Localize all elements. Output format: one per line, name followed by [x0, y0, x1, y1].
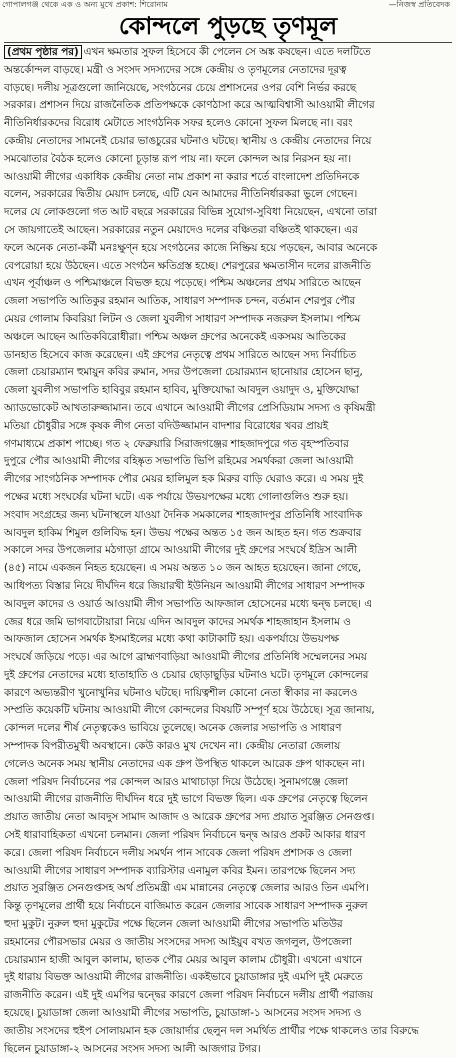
article-line: ডানহাত হিসেবে কাজ করেছেন। এই গ্রুপের নেতৃত্বে প্রথম সারিতে আছেন সদ্য নির্বাচিত [4, 348, 356, 361]
article-line: অন্তর্কোন্দল বাড়ছে। মন্ত্রী ও সংসদ সদস্যদের সঙ্গে কেন্দ্রীয় ও তৃণমূলের নেতাদের দূরত্ব [4, 63, 347, 76]
article-line: আওয়ামী লীগের রাজনীতি দীর্ঘদিন ধরে দুই ভাগে বিভক্ত ছিল। এক গ্রুপের নেতৃত্বে ছিলেন [4, 793, 368, 806]
article-line: দুপুরে পৌর আওয়ামী লীগের বহিষ্কৃত সভাপতি ভিপি রহিমের সমর্থকরা জেলা আওয়ামী [4, 455, 354, 468]
article-line: এখন পূর্বাঞ্চল ও পশ্চিমাঞ্চলে বিভক্ত হয়ে পড়েছে। পশ্চিম অঞ্চলের প্রথম সারিতে আছেন [4, 277, 361, 290]
article-line: সেই ধারাবাহিকতা এখনো চলমান। জেলা পরিষদ নির্বাচনে দ্বন্দ্ব আরও প্রকট আকার ধারণ [4, 829, 366, 842]
article-line: সংবাদ সংগ্রহের জন্য ঘটনাস্থলে যাওয়া দৈনিক সমকালের শাহজাদপুর প্রতিনিধি সাংবাদিক [4, 508, 363, 521]
article-line: সকালে সদর উপজেলার মঠগাড়া গ্রামে আওয়ামী লীগের দুই গ্রুপের সংঘর্ষে ইদ্রিস আলী [4, 544, 357, 557]
article-line: হুদা মুকুট। নুরুল হুদা মুকুটের পক্ষে ছিলেন জেলা আওয়ামী লীগের সভাপতি মতিউর [4, 918, 343, 931]
article-line: প্রয়াত জাতীয় নেতা আবদুস সামাদ আজাদ ও আরেক গ্রুপের সদ্য প্রয়াত সুরঞ্জিত সেনগুপ্ত। [4, 811, 375, 824]
article-body [4, 44, 452, 1055]
article-line: আবদুল কাদের ও ওয়ার্ড আওয়ামী লীগ সভাপতি আফজাল হোসেনের মধ্যে দ্বন্দ্ব চলছে। এ [4, 597, 373, 610]
article-line: আবদুল হাকিম শিমুল গুলিবিদ্ধ হন। উভয় পক্ষের অন্তত ১৫ জন আহত হন। গত শুক্রবার [4, 526, 362, 539]
article-line: জেলা চেয়ারম্যান হুমায়ুন কবির রুমান, সদর উপজেলা চেয়ারম্যান ছানোয়ার হোসেন ছানু, [4, 366, 363, 379]
headline-divider [4, 42, 452, 43]
article-line: দুই ধারায় বিভক্ত আওয়ামী লীগের রাজনীতি। একইভাবে চুয়াডাঙ্গার দুই এমপি দুই মেরুতে [4, 971, 363, 984]
article-line: বেপরোয়া হয়ে উঠছেন। এতে সংগঠন ক্ষতিগ্রস্ত হচ্ছে। শেরপুরের ক্ষমতাসীন দলের রাজনীতি [4, 259, 371, 272]
article-line: জের ধরে জমি ভাগবাটোয়ারা নিয়ে এদিন আবদুল কাদের সমর্থক শাহজাহান ইসলাম ও [4, 615, 351, 628]
article-line: রাজনীতি করেন। এই দুই এমপির দ্বন্দ্বের কারণে জেলা পরিষদ নির্বাচনে দলীয় প্রার্থী পরাজয় [4, 989, 373, 1002]
article-line: (৪৫) নামে একজন নিহত হয়েছেন। এ সময় অন্তত ১০ জন আহত হয়েছেন। জানা গেছে, [4, 562, 362, 575]
top-strip [0, 0, 456, 10]
continued-label: (প্রথম পৃষ্ঠার পর) [4, 45, 82, 59]
article-line: রহমানের পৌরসভার মেয়র ও জাতীয় সংসদের সদস্য আইয়ুব বখত জগলুল, উপজেলা [4, 935, 352, 948]
article-line: প্রয়াত সুরঞ্জিত সেনগুপ্তসহ অর্থ প্রতিমন্ত্রী এম মান্নানের নেতৃত্বে জেলার আরও তিন এমপি। [4, 882, 369, 895]
article-line: চেয়ারম্যান হাজী আবুল কালাম, ছাতক পৌর মেয়র আবুল কালাম চৌধুরী। এখনো এখানে [4, 953, 363, 966]
article-line: কোন্দল দলের শীর্ষ নেতৃত্বকেও ভাবিয়ে তুলেছে। অনেক জেলার সভাপতি ও সাধারণ [4, 722, 342, 735]
article-first-line [4, 44, 452, 62]
article-line: আওয়ামী লীগের সাধারণ সম্পাদক ব্যারিস্টার এনামুল কবির ইমন। তারপক্ষে ছিলেন সদ্য [4, 864, 356, 877]
article-line: আওয়ামী লীগের একাধিক কেন্দ্রীয় নেতা নাম প্রকাশ না করার শর্তে বাংলাদেশ প্রতিদিনকে [4, 170, 360, 183]
top-strip-left-text: গোপালগঞ্জ থেকে এক ও অন্য মুখে প্রকাশ: শিরোনাম [2, 0, 168, 9]
article-line: পক্ষের মধ্যে সংঘর্ষের ঘটনা ঘটে। এক পর্যায়ে উভয়পক্ষের মধ্যে গোলাগুলিও শুরু হয়। [4, 490, 349, 503]
article-line: আধিপত্য বিস্তার নিয়ে দীর্ঘদিন ধরে জিয়ারখী ইউনিয়ন আওয়ামী লীগের সাধারণ সম্পাদক [4, 579, 365, 592]
article-line: মতিয়া চৌধুরীর সঙ্গে কৃষক লীগ নেতা বদিউজ্জামান বাদশার বিরোধের খবর প্রায়ই [4, 419, 329, 432]
headline: কোন্দলে পুড়ছে তৃণমূল [118, 12, 338, 40]
article-line: কেন্দ্রীয় নেতাদের সামনেই চেয়ার ভাঙচুরের ঘটনাও ঘটছে। স্থানীয় ও কেন্দ্রীয় নেতাদের নিয়ে [4, 134, 372, 147]
article-line: সংঘর্ষে জড়িয়ে পড়ে। এর আগে ব্রাহ্মণবাড়িয়া আওয়ামী লীগের প্রতিনিধি সম্মেলনের সময় [4, 651, 367, 664]
article-line: এখন ক্ষমতার সুফল হিসেবে কী পেলেন সে অঙ্ক কষছেন। এতে দলটিতে [83, 46, 371, 58]
article-line: ছিলেন চুয়াডাঙ্গা-২ আসনের সংসদ সদস্য আলী আজগার টগর। [4, 1042, 261, 1055]
article-line: জেলা সভাপতি আতিকুর রহমান আতিক, সাধারণ সম্পাদক চন্দন, বর্তমান শেরপুর পৌর [4, 295, 356, 308]
article-line: দলের যে লোকগুলো গত আট বছরে সরকারের বিভিন্ন সুযোগ-সুবিধা নিয়েছেন, এখনো তারা [4, 206, 378, 219]
article-line: বাড়ছে। দলীয় সূত্রগুলো জানিয়েছে, সংগঠনের চেয়ে প্রশাসনের ওপর বেশি নির্ভর করছে [4, 81, 357, 94]
article-line: ফলে অনেক নেতা-কর্মী মনঃক্ষুণ্ন হয়ে সংগঠনের কাজে নিষ্ক্রিয় হয়ে পড়ছেন, আবার অনেকে [4, 241, 378, 254]
article-line: সম্প্রতি কয়েকটি ঘটনায় আওয়ামী লীগে কোন্দলের বিষয়টি সম্পূর্ণ হয়ে উঠেছে। সূত্র জানায়, [4, 704, 375, 717]
article-line: সে জায়গাতেই আছেন। সরকারের নতুন মেয়াদেও দলের বঞ্চিতরা বঞ্চিতই থাকছেন। এর [4, 223, 358, 236]
article-line: সম্পাদক বিপরীতমুখী অবস্থানে। কেউ কারও মুখ দেখেন না। কেন্দ্রীয় নেতারা জেলায় [4, 740, 341, 753]
article-line: করে। জেলা পরিষদ নির্বাচনে দলীয় সমর্থন পান সাবেক জেলা পরিষদ প্রশাসক ও জেলা [4, 846, 352, 859]
article-line: লীগের সাংগঠনিক সম্পাদক পৌর মেয়র হালিমুল হক মিরুর বাড়ি ঘেরাও করে। এ সময় দুই [4, 473, 364, 486]
article-line: গণমাধ্যমে প্রকাশ পাচ্ছে। গত ২ ফেব্রুয়ারি সিরাজগঞ্জের শাহজাদপুরে গত বৃহস্পতিবার [4, 437, 349, 450]
article-line: জাতীয় সংসদের হুইপ সোলায়মান হক জোয়ার্দার ছেলুন দল সমর্থিত প্রার্থীর পক্ষে থাকলেও তার বিরুদ্ধে [4, 1024, 419, 1037]
article-line: জেলা পরিষদ নির্বাচনের পর কোন্দল আরও মাথাচাড়া দিয়ে উঠেছে। সুনামগঞ্জে জেলা [4, 775, 348, 788]
article-line: হয়েছে। চুয়াডাঙ্গা জেলা আওয়ামী লীগের সভাপতি, চুয়াডাঙ্গা-১ আসনের সংসদ সদস্য ও [4, 1007, 362, 1020]
article-line: জেলা যুবলীগ সভাপতি হাবিবুর রহমান হাবিব, মুক্তিযোদ্ধা আবদুল ওয়াদুদ ও, মুক্তিযোদ্ধা [4, 384, 360, 397]
byline: —নিজস্ব প্রতিবেদক [388, 0, 450, 9]
article-line: বলেন, সরকারের দ্বিতীয় মেয়াদ চলছে, এটি যেন আমাদের নীতিনির্ধারকরা ভুলে গেছেন। [4, 188, 358, 201]
article-line: অঞ্চলে আছেন আতিকবিরোধীরা। পশ্চিম অঞ্চল গ্রুপের অনেকেই একসময় আতিকের [4, 330, 346, 343]
article-line: কারণে অভ্যন্তরীণ খুনোখুনির ঘটনাও ঘটছে। দায়িত্বশীল কোনো নেতা স্বীকার না করলেও [4, 686, 358, 699]
article-line: সমঝোতার বৈঠক হলেও কোনো চূড়ান্ত রূপ পায় না। ফলে কোন্দল আর নিরসন হয় না। [4, 152, 352, 165]
article-line: দুই গ্রুপের নেতাদের মধ্যে হাতাহাতি ও চেয়ার ছোড়াছুড়ির ঘটনাও ঘটে। তৃণমূলে কোন্দলের [4, 668, 369, 681]
article-line: সরকার। প্রশাসন দিয়ে রাজনৈতিক প্রতিপক্ষকে কোণঠাসা করে আত্মবিশ্বাসী আওয়ামী লীগের [4, 99, 375, 112]
article-line: আফজাল হোসেন সমর্থক ইসমাইলের মধ্যে কথা কাটাকাটি হয়। একপর্যায়ে উভয়পক্ষ [4, 633, 340, 646]
article-line: মেয়র গোলাম কিবরিয়া লিটন ও জেলা যুবলীগ সাধারণ সম্পাদক নজরুল ইসলাম। পশ্চিম [4, 312, 361, 325]
article-line: কিন্তু তৃণমূলের প্রার্থী হয়ে নির্বাচনে বাজিমাত করেন জেলার সাবেক সাধারণ সম্পাদক নুরুল [4, 900, 368, 913]
article-line: নীতিনির্ধারকদের বিরোধ মেটাতে সাংগঠনিক সফর হলেও কোনো সুফল মিলছে না। বরং [4, 117, 353, 130]
article-line: অ্যাডভোকেট আখতারুজ্জামান। তবে এখানে আওয়ামী লীগের প্রেসিডিয়াম সদস্য ও কৃষিমন্ত্রী [4, 401, 376, 414]
article-line: গেলেও অনেক সময় স্থানীয় নেতাদের এক গ্রুপ উপস্থিত থাকলে আরেক গ্রুপ থাকছেন না। [4, 757, 365, 770]
